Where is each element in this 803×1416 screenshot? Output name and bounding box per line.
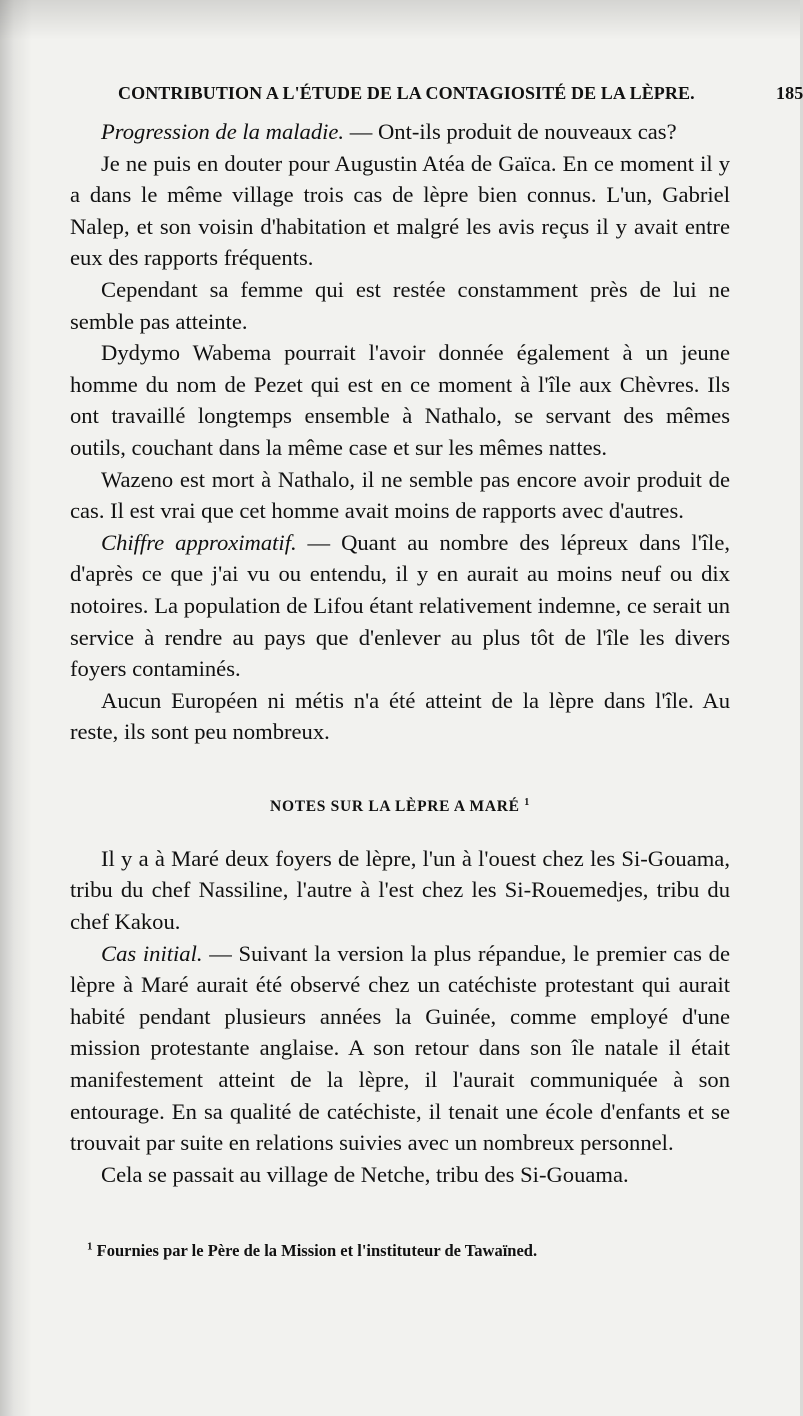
paragraph-text: Wazeno est mort à Nathalo, il ne semble pas encore avoir produit de cas. Il est vrai que cet homme avait moins de rapports avec d'autres. bbox=[70, 466, 730, 524]
paragraph bbox=[70, 116, 730, 148]
paragraph bbox=[70, 464, 730, 527]
paragraph bbox=[70, 843, 730, 938]
paragraph-text: Je ne puis en douter pour Augustin Atéa de Gaïca. En ce moment il y a dans le même village trois cas de lèpre bien connus. L'un, Gabriel Nalep, et son voisin d'habitation et malgré les avis reçus il y avait entre eux des rapports fréquents. bbox=[70, 150, 730, 271]
body-text bbox=[70, 116, 730, 1190]
paragraph-text: Il y a à Maré deux foyers de lèpre, l'un à l'ouest chez les Si-Gouama, tribu du chef Nassiline, l'autre à l'est chez les Si-Rouemedjes, tribu du chef Kakou. bbox=[70, 845, 730, 935]
page-number: 185 bbox=[776, 83, 803, 103]
running-head-title: CONTRIBUTION A L'ÉTUDE DE LA CONTAGIOSITÉ DE LA LÈPRE. bbox=[118, 83, 695, 103]
footnote bbox=[87, 1241, 707, 1261]
paragraph-lead-heading: Progression de la maladie. bbox=[101, 119, 345, 144]
paragraph bbox=[70, 527, 730, 685]
running-head bbox=[118, 83, 803, 113]
paragraph bbox=[70, 685, 730, 748]
footnote-text: Fournies par le Père de la Mission et l'instituteur de Tawaïned. bbox=[92, 1241, 538, 1260]
paragraph bbox=[70, 1159, 730, 1191]
paragraph-lead-heading: Chiffre approximatif. bbox=[101, 529, 297, 555]
paragraph bbox=[70, 274, 730, 337]
paragraph-text: Cela se passait au village de Netche, tribu des Si-Gouama. bbox=[101, 1161, 629, 1187]
paragraph bbox=[70, 148, 730, 274]
paragraph-text: Dydymo Wabema pourrait l'avoir donnée également à un jeune homme du nom de Pezet qui est en ce moment à l'île aux Chèvres. Ils ont travaillé longtemps ensemble à Nathalo, se servant des mêmes outils, couchant dans la même case et sur les mêmes nattes. bbox=[70, 340, 730, 460]
paragraph-text: — Suivant la version la plus répandue, le premier cas de lèpre à Maré aurait été observé chez un catéchiste protestant qui aurait habité pendant plusieurs années la Guinée, comme employé d'une mission protestante anglaise. A son retour dans son île natale il était manifestement atteint de la lèpre, il l'aurait communiquée à son entourage. En sa qualité de catéchiste, il tenait une école d'enfants et se trouvait par suite en relations suivies avec un nombreux personnel. bbox=[70, 940, 731, 1156]
footnote-marker: 1 bbox=[87, 1240, 93, 1253]
paragraph bbox=[70, 938, 730, 1159]
footnote-reference: 1 bbox=[524, 796, 530, 808]
paragraph-text: — Ont-ils produit de nouveaux cas? bbox=[344, 119, 677, 144]
paragraph-lead-heading: Cas initial. bbox=[101, 940, 203, 966]
paragraph-text: Aucun Européen ni métis n'a été atteint de la lèpre dans l'île. Au reste, ils sont peu nombreux. bbox=[70, 687, 730, 745]
paragraph-text: Cependant sa femme qui est restée constamment près de lui ne semble pas atteinte. bbox=[70, 276, 730, 334]
section-title bbox=[70, 797, 730, 817]
paragraph-text: — Quant au nombre des lépreux dans l'île, d'après ce que j'ai vu ou entendu, il y en aurait au moins neuf ou dix notoires. La population de Lifou étant relativement indemne, ce serait un service à rendre au pays que d'enlever au plus tôt de l'île les divers foyers contaminés. bbox=[70, 529, 730, 682]
section-title-text: NOTES SUR LA LÈPRE A MARÉ bbox=[270, 797, 520, 815]
paragraph bbox=[70, 337, 730, 463]
